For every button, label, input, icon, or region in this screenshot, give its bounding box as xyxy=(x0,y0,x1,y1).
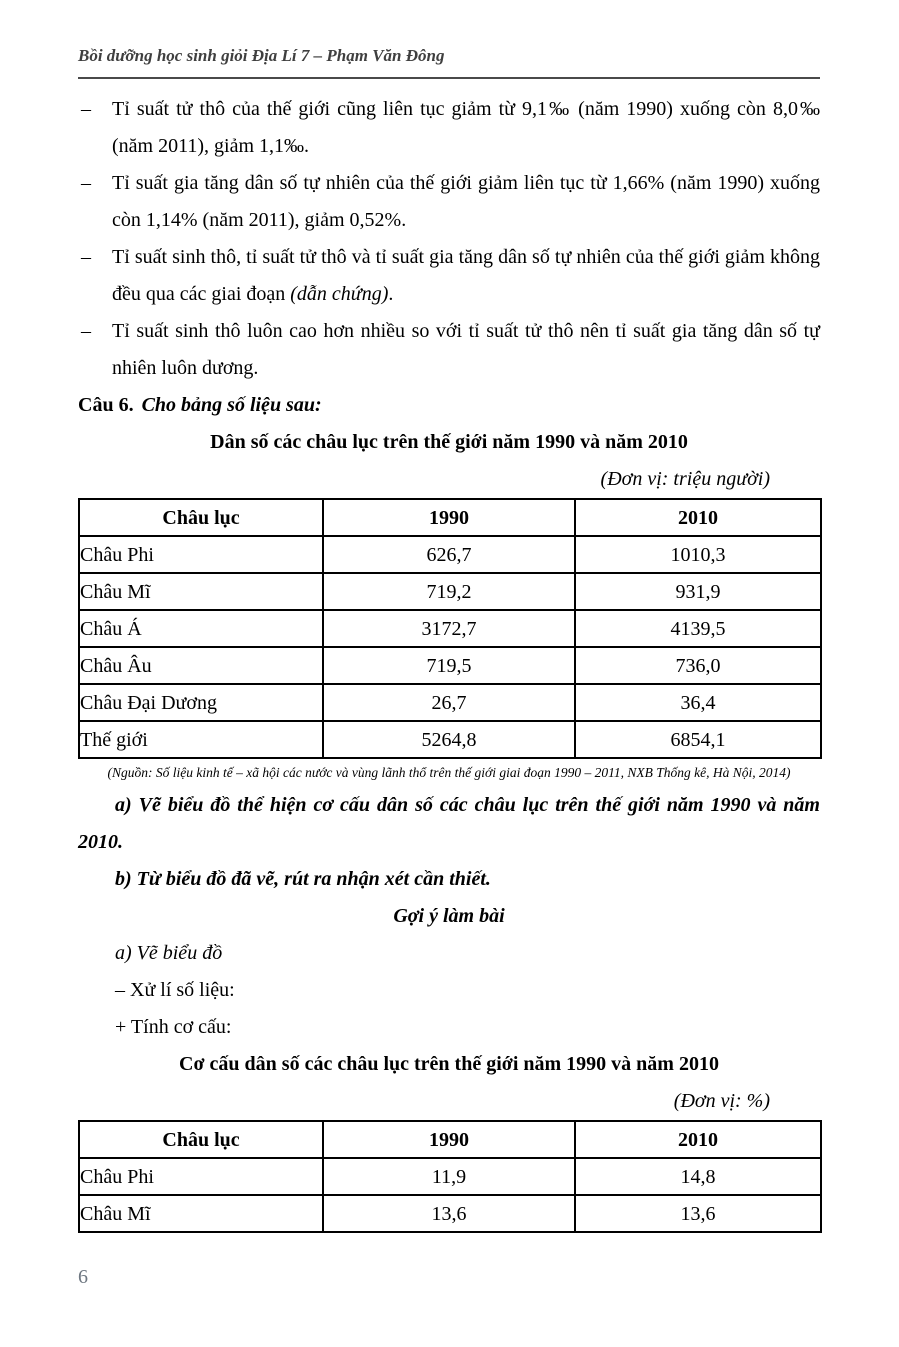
structure-table xyxy=(78,1120,822,1233)
value-1990: 719,5 xyxy=(323,647,575,684)
table1-source: (Nguồn: Số liệu kinh tế – xã hội các nước và vùng lãnh thổ trên thế giới giai đoạn 1990 – 2011, NXB Thống kê, Hà Nội, 2014) xyxy=(107,765,791,780)
table2-unit: (Đơn vị: %) xyxy=(673,1090,770,1112)
table-row xyxy=(79,573,821,610)
value-1990: 26,7 xyxy=(323,684,575,721)
bullet-text: Tỉ suất sinh thô, tỉ suất tử thô và tỉ suất gia tăng dân số tự nhiên của thế giới giảm không đều qua các giai đoạn xyxy=(112,246,820,305)
question-heading xyxy=(78,387,820,424)
value-1990: 13,6 xyxy=(323,1195,575,1232)
guide-step-process: – Xử lí số liệu: xyxy=(115,979,235,1001)
table-row xyxy=(79,610,821,647)
question-prompt: Cho bảng số liệu sau: xyxy=(141,394,322,416)
table-row xyxy=(79,684,821,721)
population-table xyxy=(78,498,822,759)
table-row xyxy=(79,647,821,684)
row-label: Châu Mĩ xyxy=(79,573,323,610)
value-1990: 11,9 xyxy=(323,1158,575,1195)
task-a: a) Vẽ biểu đồ thể hiện cơ cấu dân số các châu lục trên thế giới năm 1990 và năm 2010. xyxy=(78,794,820,853)
bullet-text: Tỉ suất sinh thô luôn cao hơn nhiều so với tỉ suất tử thô nên tỉ suất gia tăng dân số tự nhiên luôn dương. xyxy=(112,320,820,379)
question-number: Câu 6. xyxy=(78,394,134,416)
row-label: Thế giới xyxy=(79,721,323,758)
col-header-continent: Châu lục xyxy=(79,499,323,536)
dash-marker: – xyxy=(81,98,91,120)
table-row xyxy=(79,721,821,758)
bullet-text: Tỉ suất tử thô của thế giới cũng liên tục giảm từ 9,1‰ (năm 1990) xuống còn 8,0‰ (năm 2011), giảm 1,1‰. xyxy=(112,98,820,157)
page-content xyxy=(78,91,820,1296)
bullet-text-italic: (dẫn chứng) xyxy=(290,283,389,305)
table-row xyxy=(79,1195,821,1232)
table-header-row xyxy=(79,1121,821,1158)
table1-unit: (Đơn vị: triệu người) xyxy=(600,468,770,490)
value-2010: 1010,3 xyxy=(575,536,821,573)
bullet-item xyxy=(78,91,820,165)
dash-marker: – xyxy=(81,172,91,194)
dash-marker: – xyxy=(81,246,91,268)
guide-heading: Gợi ý làm bài xyxy=(393,905,505,927)
row-label: Châu Âu xyxy=(79,647,323,684)
row-label: Châu Mĩ xyxy=(79,1195,323,1232)
bullet-item xyxy=(78,239,820,313)
page-number: 6 xyxy=(78,1266,88,1288)
row-label: Châu Phi xyxy=(79,536,323,573)
bullet-item xyxy=(78,313,820,387)
guide-step-draw: a) Vẽ biểu đồ xyxy=(115,942,223,964)
value-2010: 931,9 xyxy=(575,573,821,610)
value-2010: 736,0 xyxy=(575,647,821,684)
col-header-1990: 1990 xyxy=(323,1121,575,1158)
value-1990: 3172,7 xyxy=(323,610,575,647)
col-header-2010: 2010 xyxy=(575,499,821,536)
table-row xyxy=(79,536,821,573)
running-head: Bồi dưỡng học sinh giỏi Địa Lí 7 – Phạm Văn Đông xyxy=(78,46,820,79)
value-2010: 13,6 xyxy=(575,1195,821,1232)
row-label: Châu Đại Dương xyxy=(79,684,323,721)
table2-title: Cơ cấu dân số các châu lục trên thế giới năm 1990 và năm 2010 xyxy=(179,1053,719,1075)
bullet-text-suffix: . xyxy=(388,283,394,305)
value-1990: 719,2 xyxy=(323,573,575,610)
value-2010: 36,4 xyxy=(575,684,821,721)
table-header-row xyxy=(79,499,821,536)
row-label: Châu Phi xyxy=(79,1158,323,1195)
col-header-1990: 1990 xyxy=(323,499,575,536)
bullet-item xyxy=(78,165,820,239)
task-b: b) Từ biểu đồ đã vẽ, rút ra nhận xét cần thiết. xyxy=(115,868,491,890)
table1-title: Dân số các châu lục trên thế giới năm 1990 và năm 2010 xyxy=(210,431,688,453)
value-2010: 4139,5 xyxy=(575,610,821,647)
dash-marker: – xyxy=(81,320,91,342)
value-2010: 14,8 xyxy=(575,1158,821,1195)
table-row xyxy=(79,1158,821,1195)
value-1990: 5264,8 xyxy=(323,721,575,758)
row-label: Châu Á xyxy=(79,610,323,647)
guide-step-calc: + Tính cơ cấu: xyxy=(115,1016,232,1038)
bullet-text: Tỉ suất gia tăng dân số tự nhiên của thế giới giảm liên tục từ 1,66% (năm 1990) xuống còn 1,14% (năm 2011), giảm 0,52%. xyxy=(112,172,820,231)
page-footer xyxy=(78,1259,820,1296)
value-1990: 626,7 xyxy=(323,536,575,573)
value-2010: 6854,1 xyxy=(575,721,821,758)
col-header-continent: Châu lục xyxy=(79,1121,323,1158)
col-header-2010: 2010 xyxy=(575,1121,821,1158)
